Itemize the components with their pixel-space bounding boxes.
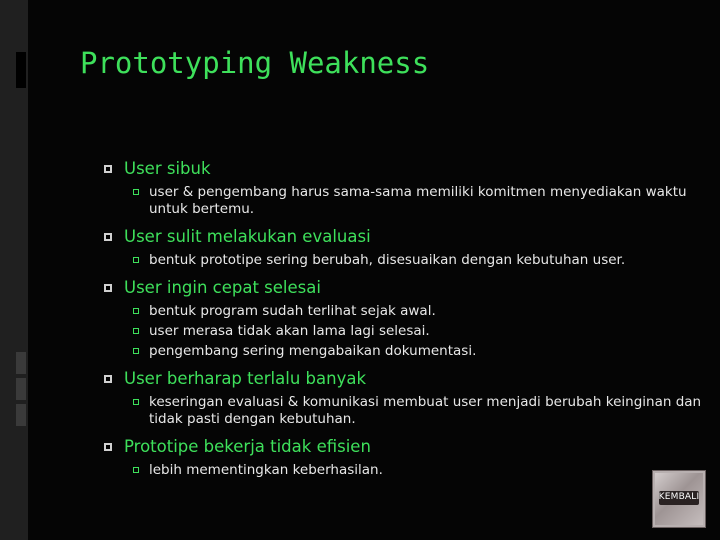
left-accent-mark <box>16 404 26 426</box>
square-bullet-icon <box>104 284 112 292</box>
sub-bullet-text: bentuk program sudah terlihat sejak awal. <box>149 303 436 319</box>
sub-bullet <box>104 252 704 269</box>
sub-bullet-text: keseringan evaluasi & komunikasi membuat user menjadi berubah keinginan dan tidak pasti dengan kebutuhan. <box>149 394 702 427</box>
left-accent-mark <box>16 352 26 374</box>
bullet-point-label: User sibuk <box>124 159 211 178</box>
sub-bullet <box>104 323 704 340</box>
left-accent-mark <box>16 378 26 400</box>
sub-bullet-text: lebih mementingkan keberhasilan. <box>149 462 383 478</box>
sub-bullet <box>104 343 704 360</box>
sub-bullet <box>104 462 704 479</box>
bullet-point <box>104 368 704 390</box>
bullet-point-label: User berharap terlalu banyak <box>124 369 367 388</box>
sub-bullet-text: pengembang sering mengabaikan dokumentasi. <box>149 343 477 359</box>
bullet-point <box>104 158 704 180</box>
sub-bullet-text: user merasa tidak akan lama lagi selesai. <box>149 323 430 339</box>
bullet-list <box>104 158 704 479</box>
slide-title: Prototyping Weakness <box>80 46 430 80</box>
hollow-square-bullet-icon <box>133 399 139 405</box>
square-bullet-icon <box>104 233 112 241</box>
hollow-square-bullet-icon <box>133 189 139 195</box>
sub-bullet <box>104 184 704 218</box>
back-button-label: KEMBALI <box>658 492 700 502</box>
sub-bullet <box>104 394 704 428</box>
bullet-point-label: User ingin cepat selesai <box>124 278 321 297</box>
sub-bullet-text: bentuk prototipe sering berubah, disesuaikan dengan kebutuhan user. <box>149 252 626 268</box>
hollow-square-bullet-icon <box>133 348 139 354</box>
hollow-square-bullet-icon <box>133 467 139 473</box>
left-accent-mark <box>16 52 26 88</box>
back-button[interactable] <box>652 470 706 528</box>
sub-bullet-text: user & pengembang harus sama-sama memiliki komitmen menyediakan waktu untuk bertemu. <box>149 184 687 217</box>
square-bullet-icon <box>104 165 112 173</box>
square-bullet-icon <box>104 443 112 451</box>
bullet-point <box>104 226 704 248</box>
sub-bullet <box>104 303 704 320</box>
left-accent-bar <box>0 0 28 540</box>
hollow-square-bullet-icon <box>133 257 139 263</box>
bullet-point <box>104 277 704 299</box>
hollow-square-bullet-icon <box>133 328 139 334</box>
bullet-point <box>104 436 704 458</box>
bullet-point-label: Prototipe bekerja tidak efisien <box>124 437 371 456</box>
square-bullet-icon <box>104 375 112 383</box>
bullet-point-label: User sulit melakukan evaluasi <box>124 227 371 246</box>
hollow-square-bullet-icon <box>133 308 139 314</box>
